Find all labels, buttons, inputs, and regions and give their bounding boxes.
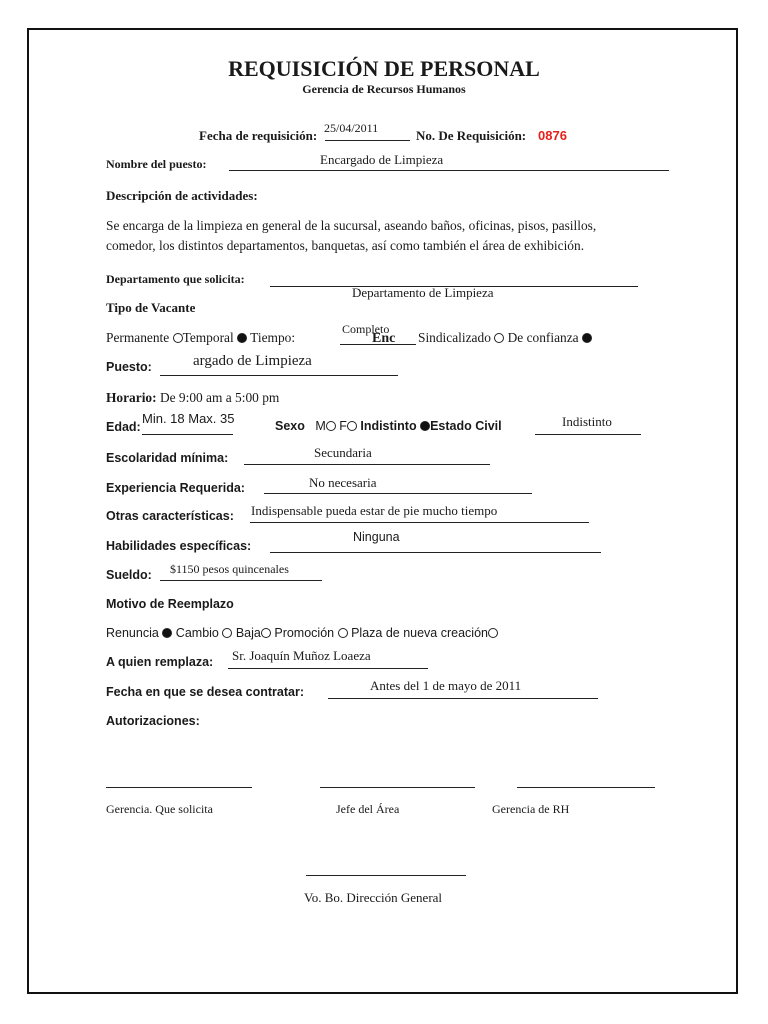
form-title: REQUISICIÓN DE PERSONAL bbox=[228, 56, 540, 81]
position-name-label: Nombre del puesto: bbox=[106, 157, 207, 171]
puesto-value: argado de Limpieza bbox=[193, 353, 312, 369]
replacement-reason-label: Motivo de Reemplazo bbox=[106, 597, 234, 611]
plaza-label: Plaza de nueva creación bbox=[351, 626, 488, 640]
temporal-radio[interactable] bbox=[237, 333, 247, 343]
experience-value: No necesaria bbox=[309, 475, 377, 490]
other-traits-line bbox=[250, 522, 589, 523]
sex-f-radio[interactable] bbox=[347, 421, 357, 431]
department-label: Departamento que solicita: bbox=[106, 272, 245, 286]
signature-line-hr bbox=[517, 787, 655, 788]
experience-line bbox=[264, 493, 532, 494]
description-line-1: Se encarga de la limpieza en general de la sucursal, aseando baños, oficinas, pisos, pasillos, bbox=[106, 218, 597, 233]
form-subtitle: Gerencia de Recursos Humanos bbox=[302, 82, 466, 96]
civil-status-line bbox=[535, 434, 641, 435]
sex-indistinto-radio[interactable] bbox=[420, 421, 430, 431]
signature-director-label: Vo. Bo. Dirección General bbox=[304, 890, 443, 905]
signature-line-requesting bbox=[106, 787, 252, 788]
sex-m-label: M bbox=[315, 419, 326, 433]
signature-requesting-label: Gerencia. Que solicita bbox=[106, 802, 213, 816]
sex-row bbox=[275, 419, 502, 433]
puesto-label: Puesto: bbox=[106, 360, 152, 374]
skills-value: Ninguna bbox=[353, 530, 400, 544]
replaces-line bbox=[228, 668, 428, 669]
vacancy-sindicalizado-label: Sindicalizado bbox=[418, 330, 491, 345]
vacancy-options-row bbox=[106, 330, 295, 346]
age-label: Edad: bbox=[106, 420, 141, 434]
age-value: Min. 18 Max. 35 bbox=[142, 411, 235, 426]
other-traits-label: Otras características: bbox=[106, 509, 234, 523]
other-traits-value: Indispensable pueda estar de pie mucho tiempo bbox=[251, 503, 498, 518]
request-date-value: 25/04/2011 bbox=[324, 121, 379, 135]
vacancy-options-row-2 bbox=[418, 330, 592, 346]
description-line-2: comedor, los distintos departamentos, banquetas, así como también el área de exhibición. bbox=[106, 238, 585, 253]
position-name-line bbox=[229, 170, 669, 171]
cambio-label: Cambio bbox=[175, 626, 219, 640]
replacement-options-row bbox=[106, 626, 498, 640]
civil-status-label: Estado Civil bbox=[430, 419, 502, 433]
promocion-radio[interactable] bbox=[338, 628, 348, 638]
renuncia-label: Renuncia bbox=[106, 626, 159, 640]
schedule-value: De 9:00 am a 5:00 pm bbox=[159, 390, 280, 405]
salary-label: Sueldo: bbox=[106, 568, 152, 582]
request-number-label: No. De Requisición: bbox=[416, 128, 527, 143]
plaza-radio[interactable] bbox=[488, 628, 498, 638]
sex-f-label: F bbox=[339, 419, 347, 433]
schooling-label: Escolaridad mínima: bbox=[106, 451, 229, 465]
tiempo-value: Completo bbox=[342, 322, 390, 336]
renuncia-radio[interactable] bbox=[162, 628, 172, 638]
replaces-value: Sr. Joaquín Muñoz Loaeza bbox=[232, 648, 371, 663]
civil-status-value: Indistinto bbox=[562, 414, 612, 429]
salary-line bbox=[160, 580, 322, 581]
request-number-value: 0876 bbox=[538, 128, 567, 143]
sex-m-radio[interactable] bbox=[326, 421, 336, 431]
request-date-label: Fecha de requisición: bbox=[199, 128, 318, 143]
department-value: Departamento de Limpieza bbox=[352, 285, 494, 300]
vacancy-confianza-label: De confianza bbox=[507, 330, 579, 345]
skills-label: Habilidades específicas: bbox=[106, 539, 252, 553]
hire-date-label: Fecha en que se desea contratar: bbox=[106, 685, 304, 699]
signature-area-head-label: Jefe del Área bbox=[336, 802, 400, 816]
sex-label: Sexo bbox=[275, 419, 305, 433]
permanente-radio[interactable] bbox=[173, 333, 183, 343]
sex-indistinto-label: Indistinto bbox=[360, 419, 417, 433]
puesto-line bbox=[160, 375, 398, 376]
replaces-label: A quien remplaza: bbox=[106, 655, 214, 669]
vacancy-type-label: Tipo de Vacante bbox=[106, 300, 196, 315]
vacancy-temporal-label: Temporal bbox=[182, 330, 234, 345]
description-label: Descripción de actividades: bbox=[106, 188, 258, 203]
signature-line-director bbox=[306, 875, 466, 876]
hire-date-value: Antes del 1 de mayo de 2011 bbox=[370, 678, 522, 693]
baja-radio[interactable] bbox=[261, 628, 271, 638]
age-line bbox=[142, 434, 233, 435]
signature-line-area-head bbox=[320, 787, 475, 788]
schedule-label: Horario: bbox=[106, 390, 157, 405]
tiempo-overlap-text: Enc bbox=[372, 331, 396, 346]
vacancy-permanente-label: Permanente bbox=[106, 330, 170, 345]
request-date-line bbox=[325, 140, 410, 141]
promocion-label: Promoción bbox=[274, 626, 335, 640]
salary-value: $1150 pesos quincenales bbox=[170, 562, 289, 576]
schedule-row bbox=[106, 390, 279, 406]
baja-label: Baja bbox=[235, 626, 261, 640]
vacancy-tiempo-label: Tiempo: bbox=[250, 330, 296, 345]
sindicalizado-radio[interactable] bbox=[494, 333, 504, 343]
hire-date-line bbox=[328, 698, 598, 699]
experience-label: Experiencia Requerida: bbox=[106, 481, 245, 495]
cambio-radio[interactable] bbox=[222, 628, 232, 638]
signature-hr-label: Gerencia de RH bbox=[492, 802, 570, 816]
skills-line bbox=[270, 552, 601, 553]
authorizations-label: Autorizaciones: bbox=[106, 714, 200, 728]
schooling-line bbox=[244, 464, 490, 465]
position-name-value: Encargado de Limpieza bbox=[320, 152, 444, 167]
schooling-value: Secundaria bbox=[314, 445, 372, 460]
de-confianza-radio[interactable] bbox=[582, 333, 592, 343]
